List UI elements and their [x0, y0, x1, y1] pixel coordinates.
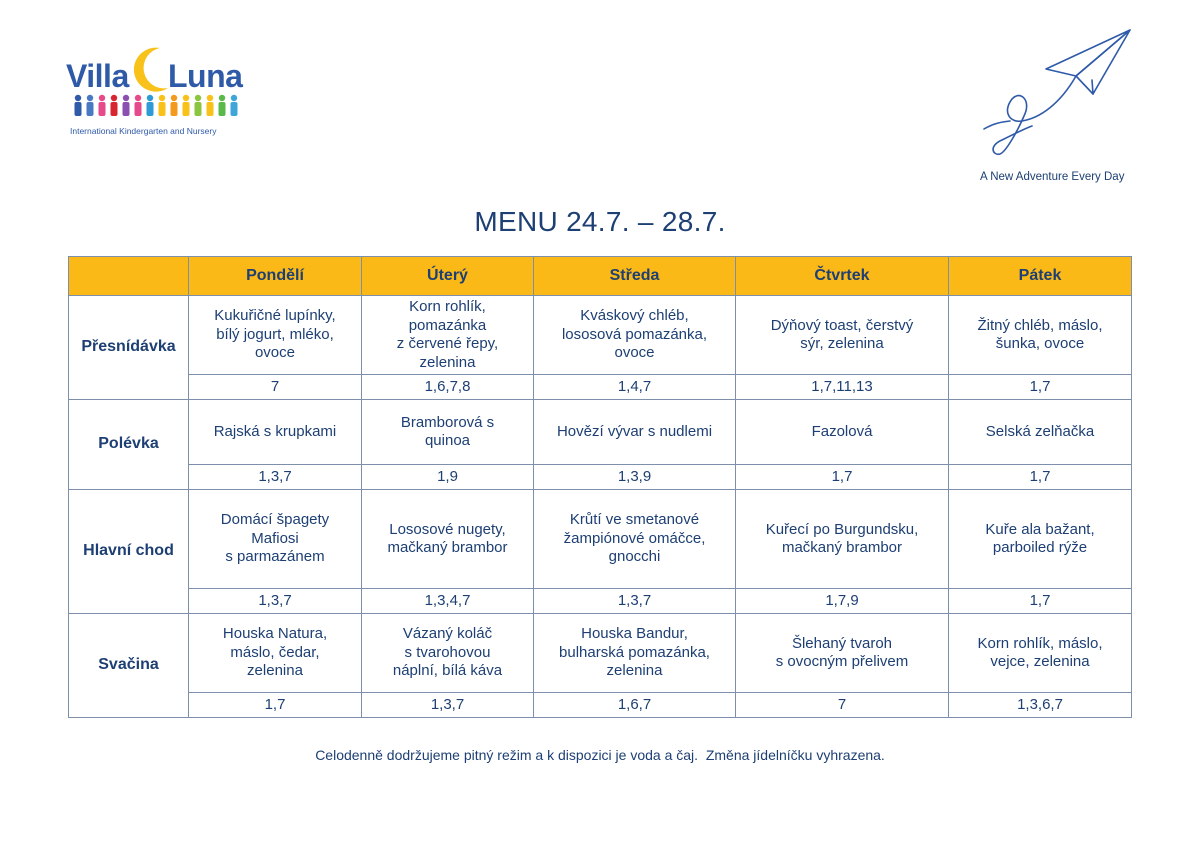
dish-name: Vázaný koláč s tvarohovou náplní, bílá káva — [392, 625, 503, 680]
allergen-cell: 1,7,11,13 — [736, 375, 949, 400]
dish-cell — [362, 490, 534, 589]
allergen-cell: 1,3,7 — [362, 693, 534, 718]
day-header-thursday: Čtvrtek — [736, 257, 949, 296]
day-header-monday: Pondělí — [189, 257, 362, 296]
allergen-cell: 1,3,4,7 — [362, 589, 534, 614]
dish-cell — [736, 296, 949, 375]
dish-name: Houska Bandur, bulharská pomazánka, zelenina — [559, 625, 710, 680]
header-corner — [69, 257, 189, 296]
meal-label: Svačina — [69, 614, 189, 718]
dish-cell — [189, 490, 362, 589]
day-header-row — [69, 257, 1132, 296]
allergen-cell: 1,7 — [949, 465, 1132, 490]
menu-table — [68, 256, 1132, 718]
dish-cell — [189, 400, 362, 465]
allergen-cell: 1,3,7 — [189, 589, 362, 614]
dish-cell — [949, 296, 1132, 375]
allergen-cell: 1,7 — [949, 375, 1132, 400]
dish-name: Houska Natura, máslo, čedar, zelenina — [222, 625, 328, 680]
dish-cell — [736, 490, 949, 589]
allergen-cell: 7 — [189, 375, 362, 400]
meal-label: Přesnídávka — [69, 296, 189, 400]
dish-name: Korn rohlík, máslo, vejce, zelenina — [977, 634, 1103, 670]
tagline: A New Adventure Every Day — [980, 171, 1125, 183]
dish-cell — [362, 614, 534, 693]
logo-word-luna: Luna — [168, 58, 243, 94]
dish-cell — [534, 296, 736, 375]
allergen-cell: 1,7 — [189, 693, 362, 718]
allergen-cell: 1,3,7 — [534, 589, 736, 614]
dish-row-snack-afternoon — [69, 614, 1132, 693]
dish-name: Žitný chléb, máslo, šunka, ovoce — [977, 316, 1103, 352]
meal-label: Polévka — [69, 400, 189, 490]
dish-name: Šlehaný tvaroh s ovocným přelivem — [775, 634, 909, 670]
allergen-row — [69, 375, 1132, 400]
dish-cell — [362, 296, 534, 375]
dish-name: Selská zelňačka — [985, 422, 1095, 440]
day-header-tuesday: Úterý — [362, 257, 534, 296]
allergen-cell: 1,6,7,8 — [362, 375, 534, 400]
allergen-cell: 1,3,6,7 — [949, 693, 1132, 718]
dish-cell — [534, 400, 736, 465]
dish-name: Krůtí ve smetanové žampiónové omáčce, gnocchi — [563, 511, 706, 566]
allergen-cell: 1,4,7 — [534, 375, 736, 400]
logo-word-villa: Villa — [66, 58, 129, 94]
moon-icon — [134, 46, 170, 92]
allergen-cell: 1,3,7 — [189, 465, 362, 490]
dish-name: Lososové nugety, mačkaný brambor — [387, 520, 508, 556]
dish-cell — [189, 296, 362, 375]
dish-name: Kuře ala bažant, parboiled rýže — [985, 520, 1095, 556]
allergen-cell: 1,3,9 — [534, 465, 736, 490]
allergen-row — [69, 589, 1132, 614]
paper-plane-icon — [980, 26, 1140, 161]
allergen-cell: 7 — [736, 693, 949, 718]
dish-cell — [736, 400, 949, 465]
dish-row-main — [69, 490, 1132, 589]
allergen-cell: 1,7,9 — [736, 589, 949, 614]
allergen-cell: 1,6,7 — [534, 693, 736, 718]
dish-row-snack-morning — [69, 296, 1132, 375]
allergen-row — [69, 693, 1132, 718]
menu-title: MENU 24.7. – 28.7. — [474, 206, 726, 237]
dish-name: Fazolová — [811, 422, 873, 440]
dish-cell — [534, 490, 736, 589]
meal-label: Hlavní chod — [69, 490, 189, 614]
villa-luna-logo — [66, 44, 246, 140]
dish-name: Dýňový toast, čerstvý sýr, zelenina — [770, 316, 914, 352]
dish-name: Hovězí vývar s nudlemi — [556, 422, 713, 440]
logo-subtitle: International Kindergarten and Nursery — [70, 126, 217, 136]
dish-cell — [534, 614, 736, 693]
dish-cell — [189, 614, 362, 693]
dish-row-soup — [69, 400, 1132, 465]
dish-cell — [362, 400, 534, 465]
dish-name: Korn rohlík, pomazánka z červené řepy, zelenina — [396, 298, 499, 371]
dish-name: Kuřecí po Burgundsku, mačkaný brambor — [765, 520, 919, 556]
allergen-cell: 1,7 — [949, 589, 1132, 614]
dish-name: Kváskový chléb, lososová pomazánka, ovoce — [561, 307, 708, 362]
dish-cell — [949, 490, 1132, 589]
footer-note: Celodenně dodržujeme pitný režim a k dispozici je voda a čaj. Změna jídelníčku vyhrazena. — [315, 747, 885, 763]
dish-cell — [949, 400, 1132, 465]
allergen-row — [69, 465, 1132, 490]
children-figures-icon — [72, 94, 238, 118]
day-header-wednesday: Středa — [534, 257, 736, 296]
dish-name: Bramborová s quinoa — [400, 413, 495, 449]
allergen-cell: 1,7 — [736, 465, 949, 490]
dish-cell — [949, 614, 1132, 693]
dish-cell — [736, 614, 949, 693]
dish-name: Rajská s krupkami — [213, 422, 337, 440]
allergen-cell: 1,9 — [362, 465, 534, 490]
day-header-friday: Pátek — [949, 257, 1132, 296]
dish-name: Domácí špagety Mafiosi s parmazánem — [220, 511, 330, 566]
dish-name: Kukuřičné lupínky, bílý jogurt, mléko, ovoce — [214, 307, 336, 362]
